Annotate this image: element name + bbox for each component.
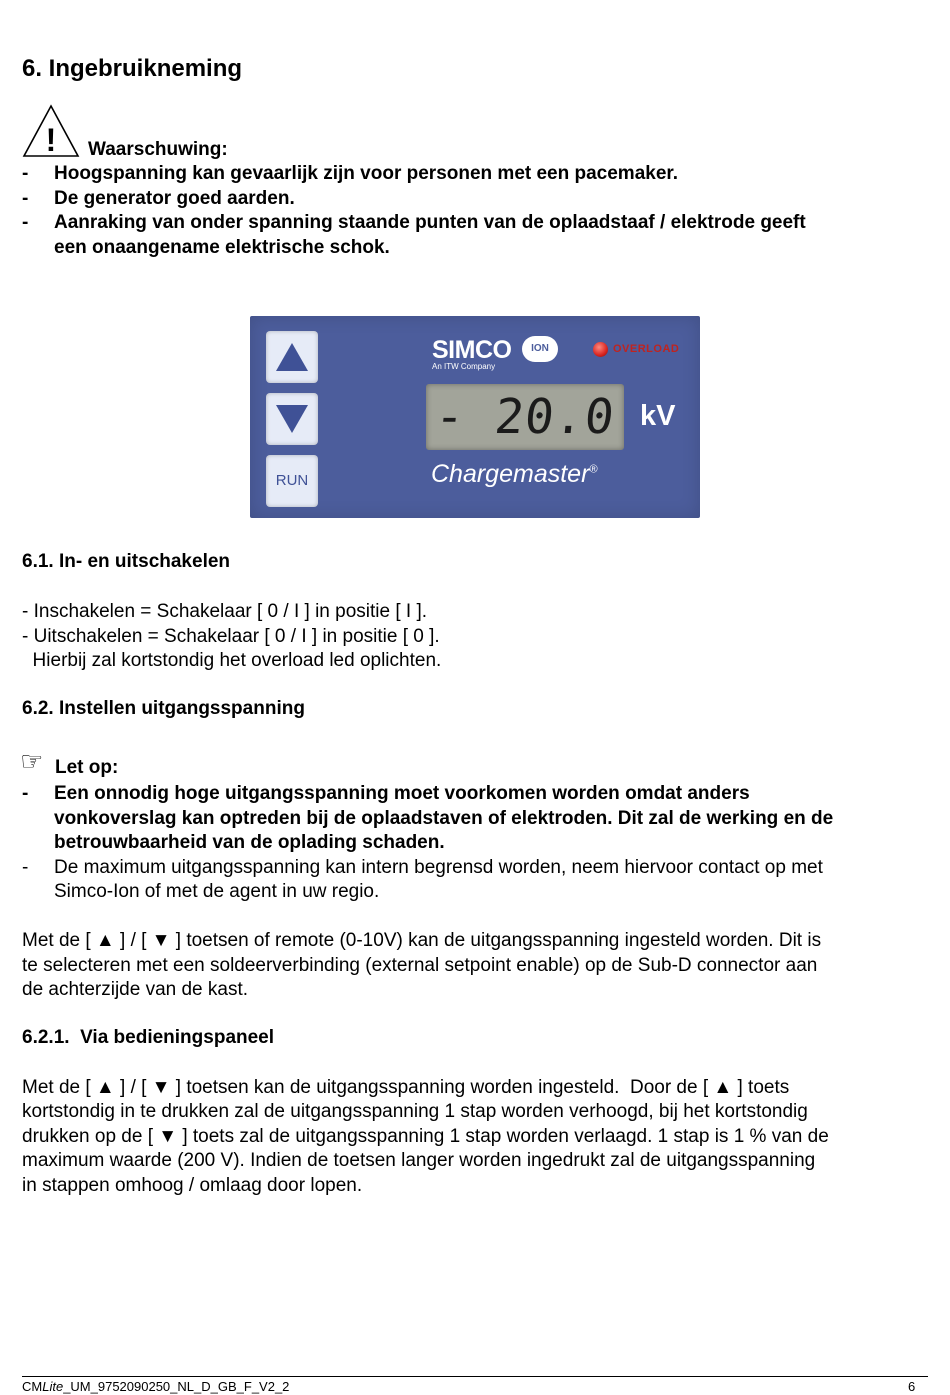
trademark: ®: [589, 463, 598, 476]
up-key: [266, 331, 318, 383]
paragraph-line: in stappen omhoog / omlaag door lopen.: [22, 1175, 363, 1196]
warning-label: Waarschuwing:: [88, 139, 228, 160]
company-tagline: An ITW Company: [432, 362, 496, 371]
warning-text: Aanraking van onder spanning staande punten van de oplaadstaaf / elektrode geeft: [54, 212, 806, 233]
run-label: RUN: [275, 472, 309, 489]
footer-rule: [22, 1376, 928, 1377]
list-dash: -: [22, 783, 29, 804]
down-key: [266, 393, 318, 445]
brand-name: SIMCO: [432, 336, 512, 364]
product-name: [431, 460, 598, 489]
section-title: 6.2. Instellen uitgangsspanning: [22, 698, 305, 719]
down-arrow-icon: [266, 393, 318, 445]
paragraph-line: - Inschakelen = Schakelaar [ 0 / I ] in positie [ I ].: [22, 601, 428, 622]
lcd-display: [426, 384, 624, 450]
warning-text: Hoogspanning kan gevaarlijk zijn voor personen met een pacemaker.: [54, 163, 679, 184]
section-title: 6.2.1. Via bedieningspaneel: [22, 1027, 275, 1048]
paragraph-line: - Uitschakelen = Schakelaar [ 0 / I ] in positie [ 0 ].: [22, 626, 440, 647]
doc-suffix: _UM_9752090250_NL_D_GB_F_V2_2: [63, 1379, 290, 1394]
page-number: 6: [908, 1379, 916, 1394]
note-label: Let op:: [55, 757, 119, 778]
doc-prefix: CM: [22, 1379, 43, 1394]
paragraph-line: kortstondig in te drukken zal de uitgangsspanning 1 stap worden verhoogd, bij het kortstondig: [22, 1101, 808, 1122]
paragraph-line: de achterzijde van de kast.: [22, 979, 249, 1000]
product-text: Chargemaster: [431, 460, 590, 488]
up-arrow-icon: [266, 331, 318, 383]
section-title: 6.1. In- en uitschakelen: [22, 551, 231, 572]
note-text: Een onnodig hoge uitgangsspanning moet voorkomen worden omdat anders: [54, 783, 750, 804]
pointing-hand-icon: ☞: [20, 746, 44, 776]
lcd-value: - 20.0: [432, 389, 618, 445]
doc-italic: Lite: [42, 1379, 64, 1394]
note-text: vonkoverslag kan optreden bij de oplaadstaven of elektroden. Dit zal de werking en de: [54, 808, 834, 829]
list-dash: -: [22, 857, 29, 878]
note-text: Simco-Ion of met de agent in uw regio.: [54, 881, 380, 902]
paragraph-line: maximum waarde (200 V). Indien de toetsen langer worden ingedrukt zal de uitgangsspanning: [22, 1150, 816, 1171]
note-text: De maximum uitgangsspanning kan intern begrensd worden, neem hiervoor contact op met: [54, 857, 823, 878]
section-title: 6. Ingebruikneming: [22, 55, 243, 82]
paragraph-line: drukken op de [ ▼ ] toets zal de uitgangsspanning 1 stap worden verlaagd. 1 stap is 1 % van de: [22, 1126, 829, 1147]
unit-label: kV: [640, 400, 676, 432]
list-dash: -: [22, 163, 29, 184]
run-key: [266, 455, 318, 507]
paragraph-line: Hierbij zal kortstondig het overload led oplichten.: [22, 650, 442, 671]
paragraph-line: te selecteren met een soldeerverbinding (external setpoint enable) op de Sub-D connector aan: [22, 955, 818, 976]
warning-triangle-icon: [22, 104, 80, 158]
note-text: betrouwbaarheid van de oplading schaden.: [54, 832, 445, 853]
footer-doc-id: [22, 1379, 289, 1394]
list-dash: -: [22, 188, 29, 209]
paragraph-line: Met de [ ▲ ] / [ ▼ ] toetsen kan de uitgangsspanning worden ingesteld. Door de [ ▲ ] toets: [22, 1077, 790, 1098]
warning-text: een onaangename elektrische schok.: [54, 237, 390, 258]
paragraph-line: Met de [ ▲ ] / [ ▼ ] toetsen of remote (0-10V) kan de uitgangsspanning ingesteld worden. Dit is: [22, 930, 822, 951]
control-panel-photo: [250, 316, 700, 518]
brand-badge: ION: [522, 336, 558, 362]
overload-label: OVERLOAD: [613, 343, 680, 355]
warning-text: De generator goed aarden.: [54, 188, 295, 209]
overload-led: [593, 342, 608, 357]
svg-text:!: !: [45, 122, 57, 158]
list-dash: -: [22, 212, 29, 233]
